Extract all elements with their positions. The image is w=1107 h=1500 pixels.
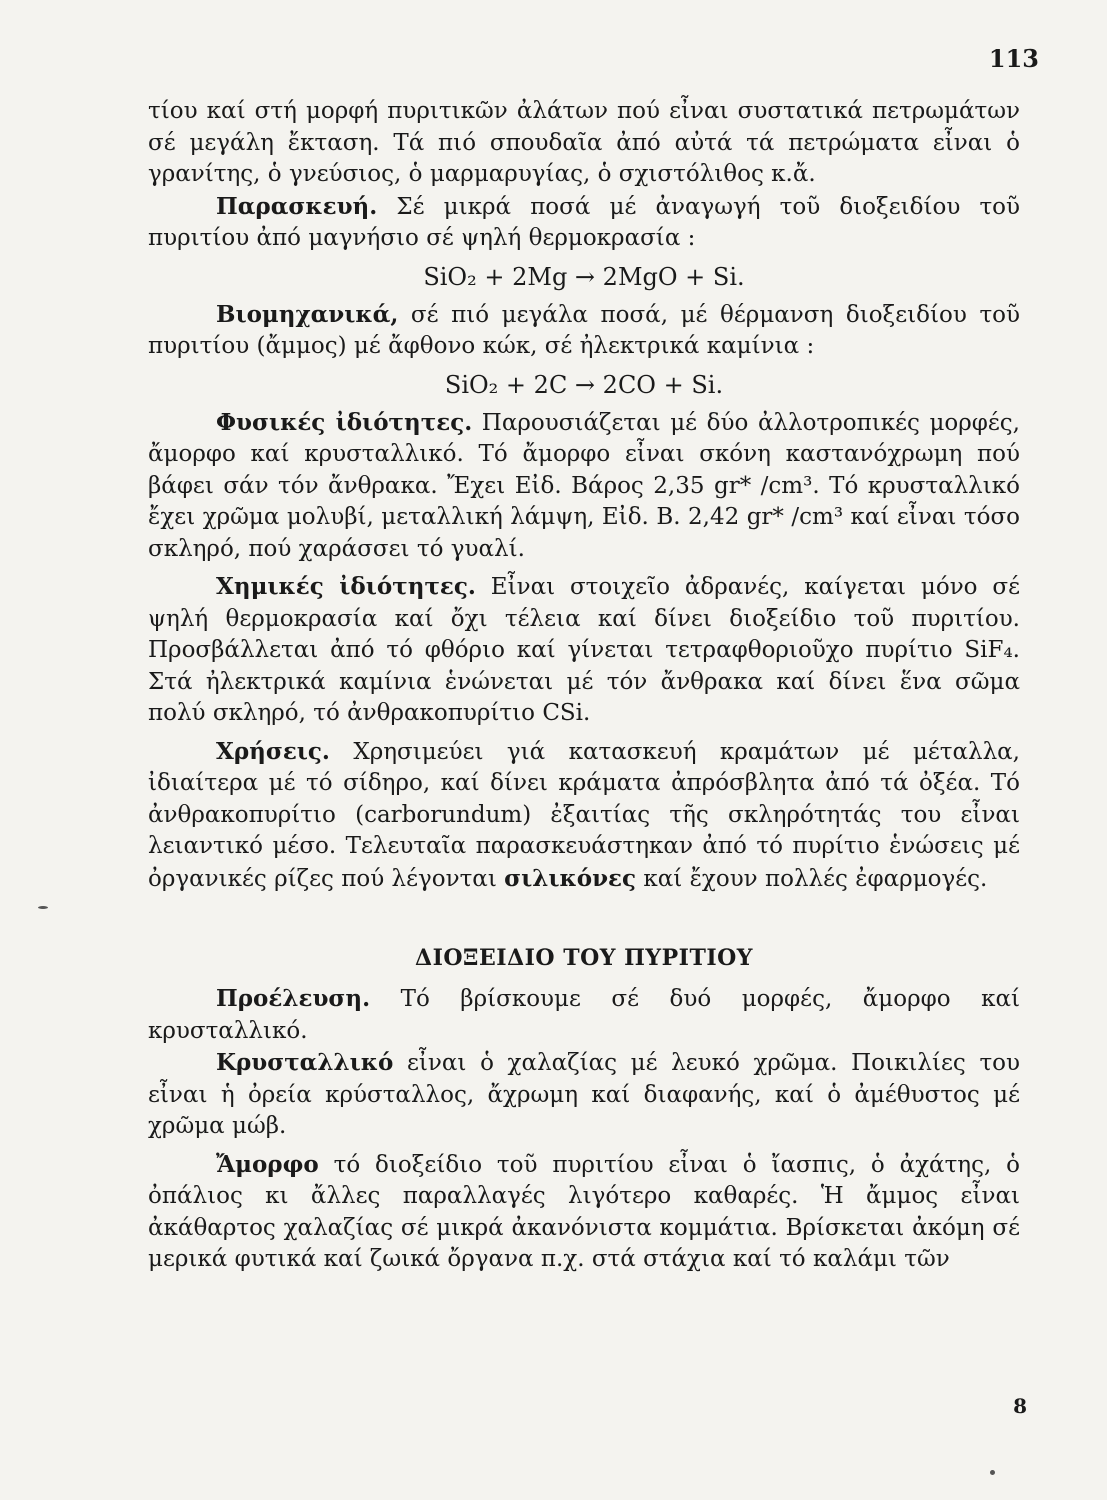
paragraph-physical-properties [148,407,1020,566]
paragraph-amorphous [148,1149,1020,1276]
signature-mark: 8 [1013,1394,1027,1418]
paragraph-industrial [148,299,1020,363]
margin-speck [38,906,48,909]
term-silicones: σιλικόνες [504,864,637,892]
amorphous-text: τό διοξείδιο τοῦ πυριτίου εἶναι ὁ ἴασπις, ὁ ἀχάτης, ὁ ὀπάλιος κι ἄλλες παραλλαγές λιγότερο καθαρές. Ἡ ἄμμος εἶναι ἀκάθαρτος χαλαζίας σέ μικρά ἀκανόνιστα κομμάτια. Βρίσκεται ἀκόμη σέ μερικά φυτικά καί ζωικά ὄργανα π.χ. στά στάχια καί τό καλάμι τῶν [148,1151,1020,1272]
term-industrial: Βιομηχανικά, [216,300,399,328]
term-origin: Προέλευση. [216,985,371,1012]
crystalline-text: εἶναι ὁ χαλαζίας μέ λευκό χρῶμα. Ποικιλίες του εἶναι ἡ ὀρεία κρύσταλλος, ἄχρωμη καί διαφανής, καί ὁ ἀμέθυστος μέ χρῶμα μώβ. [148,1050,1020,1139]
term-crystalline: Κρυσταλλικό [216,1049,394,1076]
origin-text: Τό βρίσκουμε σέ δυό μορφές, ἄμορφο καί κρυσταλλικό. [148,986,1020,1044]
page-body [148,96,1020,1276]
page-number: 113 [988,44,1039,73]
uses-text-b: καί ἔχουν πολλές ἐφαρμογές. [636,865,988,892]
uses-text-a: Χρησιμεύει γιά κατασκευή κραμάτων μέ μέταλλα, ἰδιαίτερα μέ τό σίδηρο, καί δίνει κράματα ἀπρόσβλητα ἀπό τά ὀξέα. Τό ἀνθρακοπυρίτιο (carborundum) ἐξαιτίας τῆς σκληρότητάς του εἶναι λειαντικό μέσο. Τελευταῖα παρασκευάστηκαν ἀπό τό πυρίτιο ἑνώσεις μέ ὀργανικές ρίζες πού λέγονται [148,738,1020,892]
formula-carbon-reduction: SiO₂ + 2C → 2CO + Si. [444,370,724,399]
paragraph-origin [148,983,1020,1047]
preparation-text: Σέ μικρά ποσά μέ ἀναγωγή τοῦ διοξειδίου τοῦ πυριτίου ἀπό μαγνήσιο σέ ψηλή θερμοκρασία : [148,193,1020,251]
paragraph-intro: τίου καί στή μορφή πυριτικῶν ἀλάτων πού εἶναι συστατικά πετρωμάτων σέ μεγάλη ἔκταση. Τά πιό σπουδαῖα ἀπό αὐτά τά πετρώματα εἶναι ὁ γρανίτης, ὁ γνεύσιος, ὁ μαρμαρυγίας, ὁ σχιστόλιθος κ.ἄ. [148,98,1020,187]
term-chemical-properties: Χημικές ἰδιότητες. [216,573,476,600]
industrial-text: σέ πιό μεγάλα ποσά, μέ θέρμανση διοξειδίου τοῦ πυριτίου (ἄμμος) μέ ἄφθονο κώκ, σέ ἠλεκτρικά καμίνια : [148,301,1020,359]
paragraph-preparation [148,191,1020,255]
paragraph-crystalline [148,1047,1020,1143]
physical-properties-text: Παρουσιάζεται μέ δύο ἀλλοτροπικές μορφές, ἄμορφο καί κρυσταλλικό. Τό ἄμορφο εἶναι σκόνη καστανόχρωμη πού βάφει σάν τόν ἄνθρακα. Ἔχει Εἰδ. Βάρος 2,35 gr* /cm³. Τό κρυσταλλικό ἔχει χρῶμα μολυβί, μεταλλική λάμψη, Εἰδ. Β. 2,42 gr* /cm³ καί εἶναι τόσο σκληρό, πού χαράσσει τό γυαλί. [148,409,1020,562]
term-amorphous: Ἄμορφο [216,1150,319,1178]
chemical-properties-text: Εἶναι στοιχεῖο ἀδρανές, καίγεται μόνο σέ ψηλή θερμοκρασία καί ὄχι τέλεια καί δίνει διοξείδιο τοῦ πυριτίου. Προσβάλλεται ἀπό τό φθόριο καί γίνεται τετραφθοριοῦχο πυρίτιο SiF₄. Στά ἠλεκτρικά καμίνια ἑνώνεται μέ τόν ἄνθρακα καί δίνει ἕνα σῶμα πολύ σκληρό, τό ἀνθρακοπυρίτιο CSi. [148,574,1020,726]
formula-magnesium-reduction: SiO₂ + 2Mg → 2MgO + Si. [423,262,745,291]
corner-speck [990,1470,995,1475]
section-heading: ΔΙΟΞΕΙΔΙΟ ΤΟΥ ΠΥΡΙΤΙΟΥ [415,945,753,971]
term-physical-properties: Φυσικές ἰδιότητες. [216,408,473,436]
term-preparation: Παρασκευή. [216,192,378,220]
paragraph-chemical-properties [148,571,1020,730]
term-uses: Χρήσεις. [216,737,330,765]
paragraph-uses [148,736,1020,896]
